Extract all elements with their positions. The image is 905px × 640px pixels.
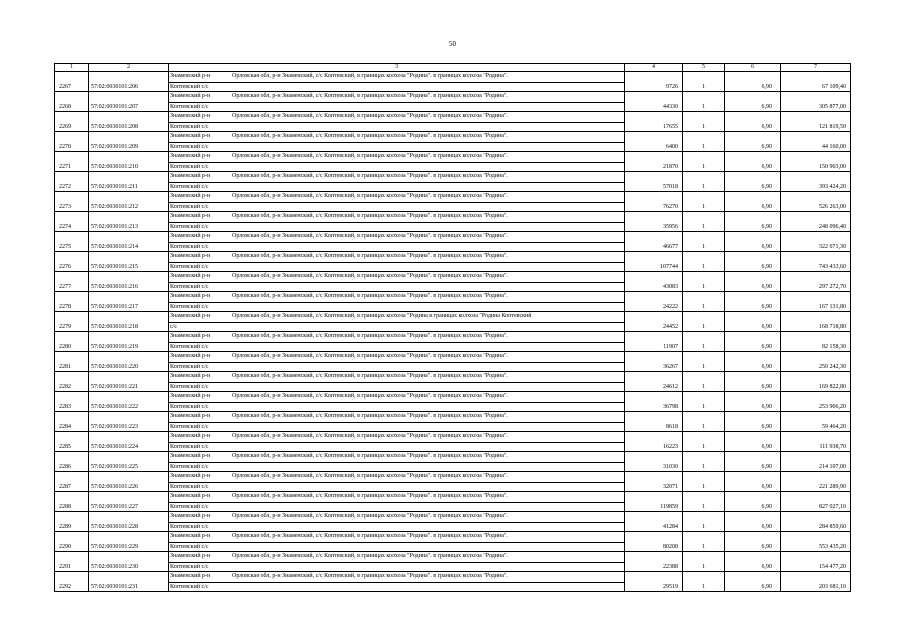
cadastral-number: 57:02:0030101:210 [89,152,169,172]
rate-value: 6,90 [725,312,781,332]
cadastral-number: 57:02:0030101:227 [89,492,169,512]
address-text: Орловская обл, р-н Знаменский, с/с Коптевский, в границах колхоза "Родина". в границах колхоза "Родина". [232,273,508,279]
table-row [55,572,851,592]
district-label: Знаменский р-н [170,113,211,119]
cost-value: 297 272,70 [781,272,851,292]
table-row [55,292,851,312]
council-label: Коптевский с/с [170,583,209,590]
cost-value: 393 424,20 [781,172,851,192]
column-header: 3 [169,64,625,72]
cost-value: 743 433,60 [781,252,851,272]
table-row [55,232,851,252]
row-number: 2271 [55,152,89,172]
row-number: 2288 [55,492,89,512]
district-label: Знаменский р-н [170,93,211,99]
count-value: 1 [683,352,725,372]
address-text: Орловская обл, р-н Знаменский, с/с Коптевский, в границах колхоза "Родина". в границах колхоза "Родина". [232,413,508,419]
district-label: Знаменский р-н [170,233,211,239]
address-text: Орловская обл, р-н Знаменский, с/с Коптевский, в границах колхоза "Родина". в границах колхоза "Родина". [232,293,508,299]
district-label: Знаменский р-н [170,373,211,379]
council-label: Коптевский с/с [170,303,209,310]
table-row [55,552,851,572]
area-value: 16223 [625,432,683,452]
address-text: Орловская обл, р-н Знаменский, с/с Коптевский, в границах колхоза "Родина". в границах колхоза "Родина". [232,393,508,399]
district-label: Знаменский р-н [170,173,211,179]
table-row [55,512,851,532]
cost-value: 250 242,30 [781,352,851,372]
row-number: 2280 [55,332,89,352]
cost-value: 167 131,80 [781,292,851,312]
council-label: с/с [170,323,177,330]
cost-value: 214 107,00 [781,452,851,472]
rate-value: 6,90 [725,72,781,92]
council-label: Коптевский с/с [170,423,209,430]
rate-value: 6,90 [725,112,781,132]
table-row [55,352,851,372]
row-number: 2290 [55,532,89,552]
rate-value: 6,90 [725,532,781,552]
location-description [169,492,625,512]
location-description [169,212,625,232]
cadastral-number: 57:02:0030101:213 [89,212,169,232]
district-label: Знаменский р-н [170,493,211,499]
cost-value: 44 160,00 [781,132,851,152]
count-value: 1 [683,252,725,272]
row-number: 2287 [55,472,89,492]
address-text: Орловская обл, р-н Знаменский, с/с Коптевский, в границах колхоза "Родина в границах колхоза "Родина Коптевский [232,313,532,319]
rate-value: 6,90 [725,412,781,432]
rate-value: 6,90 [725,512,781,532]
cadastral-number: 57:02:0030101:206 [89,72,169,92]
cost-value: 305 877,00 [781,92,851,112]
council-label: Коптевский с/с [170,183,209,190]
district-label: Знаменский р-н [170,353,211,359]
location-description [169,192,625,212]
location-description [169,572,625,592]
row-number: 2286 [55,452,89,472]
count-value: 1 [683,372,725,392]
district-label: Знаменский р-н [170,253,211,259]
table-row [55,92,851,112]
council-label: Коптевский с/с [170,503,209,510]
row-number: 2282 [55,372,89,392]
address-text: Орловская обл, р-н Знаменский, с/с Коптевский, в границах колхоза "Родина". в границах колхоза "Родина". [232,433,508,439]
rate-value: 6,90 [725,252,781,272]
rate-value: 6,90 [725,432,781,452]
table-row [55,192,851,212]
row-number: 2289 [55,512,89,532]
rate-value: 6,90 [725,272,781,292]
cadastral-number: 57:02:0030101:221 [89,372,169,392]
cadastral-number: 57:02:0030101:214 [89,232,169,252]
address-text: Орловская обл, р-н Знаменский, с/с Коптевский, в границах колхоза "Родина". в границах колхоза "Родина". [232,213,508,219]
cost-value: 203 681,10 [781,572,851,592]
location-description [169,472,625,492]
row-number: 2285 [55,432,89,452]
cadastral-number: 57:02:0030101:231 [89,572,169,592]
district-label: Знаменский р-н [170,393,211,399]
count-value: 1 [683,212,725,232]
cost-value: 553 435,20 [781,532,851,552]
cost-value: 59 464,20 [781,412,851,432]
address-text: Орловская обл, р-н Знаменский, с/с Коптевский, в границах колхоза "Родина". в границах колхоза "Родина". [232,553,508,559]
area-value: 76270 [625,192,683,212]
council-label: Коптевский с/с [170,263,209,270]
count-value: 1 [683,292,725,312]
rate-value: 6,90 [725,92,781,112]
area-value: 57018 [625,172,683,192]
area-value: 80208 [625,532,683,552]
count-value: 1 [683,572,725,592]
cost-value: 168 718,80 [781,312,851,332]
district-label: Знаменский р-н [170,293,211,299]
count-value: 1 [683,512,725,532]
address-text: Орловская обл, р-н Знаменский, с/с Коптевский, в границах колхоза "Родина". в границах колхоза "Родина". [232,253,508,259]
count-value: 1 [683,412,725,432]
row-number: 2277 [55,272,89,292]
address-text: Орловская обл, р-н Знаменский, с/с Коптевский, в границах колхоза "Родина". в границах колхоза "Родина". [232,453,508,459]
cost-value: 284 859,60 [781,512,851,532]
district-label: Знаменский р-н [170,473,211,479]
row-number: 2278 [55,292,89,312]
table-row [55,372,851,392]
address-text: Орловская обл, р-н Знаменский, с/с Коптевский, в границах колхоза "Родина". в границах колхоза "Родина". [232,373,508,379]
council-label: Коптевский с/с [170,243,209,250]
district-label: Знаменский р-н [170,513,211,519]
council-label: Коптевский с/с [170,443,209,450]
count-value: 1 [683,332,725,352]
rate-value: 6,90 [725,572,781,592]
council-label: Коптевский с/с [170,483,209,490]
cost-value: 526 263,00 [781,192,851,212]
location-description [169,92,625,112]
cadastral-number: 57:02:0030101:207 [89,92,169,112]
address-text: Орловская обл, р-н Знаменский, с/с Коптевский, в границах колхоза "Родина". в границах колхоза "Родина". [232,353,508,359]
location-description [169,452,625,472]
area-value: 29519 [625,572,683,592]
row-number: 2276 [55,252,89,272]
count-value: 1 [683,132,725,152]
area-value: 36798 [625,392,683,412]
council-label: Коптевский с/с [170,203,209,210]
cadastral-number: 57:02:0030101:211 [89,172,169,192]
count-value: 1 [683,152,725,172]
location-description [169,112,625,132]
table-row [55,212,851,232]
district-label: Знаменский р-н [170,333,211,339]
row-number: 2283 [55,392,89,412]
council-label: Коптевский с/с [170,543,209,550]
council-label: Коптевский с/с [170,523,209,530]
count-value: 1 [683,232,725,252]
address-text: Орловская обл, р-н Знаменский, с/с Коптевский, в границах колхоза "Родина". в границах колхоза "Родина". [232,193,508,199]
council-label: Коптевский с/с [170,83,209,90]
row-number: 2274 [55,212,89,232]
row-number: 2272 [55,172,89,192]
rate-value: 6,90 [725,492,781,512]
table-row [55,132,851,152]
location-description [169,512,625,532]
location-description [169,432,625,452]
rate-value: 6,90 [725,352,781,372]
count-value: 1 [683,312,725,332]
count-value: 1 [683,452,725,472]
count-value: 1 [683,192,725,212]
rate-value: 6,90 [725,392,781,412]
location-description [169,352,625,372]
cadastral-number: 57:02:0030101:219 [89,332,169,352]
area-value: 6400 [625,132,683,152]
location-description [169,232,625,252]
rate-value: 6,90 [725,452,781,472]
address-text: Орловская обл, р-н Знаменский, с/с Коптевский, в границах колхоза "Родина". в границах колхоза "Родина". [232,333,508,339]
cadastral-number: 57:02:0030101:226 [89,472,169,492]
count-value: 1 [683,552,725,572]
area-value: 21870 [625,152,683,172]
location-description [169,372,625,392]
page-number: 50 [449,40,456,48]
column-header: 4 [625,64,683,72]
area-value: 43083 [625,272,683,292]
count-value: 1 [683,392,725,412]
table-row [55,172,851,192]
council-label: Коптевский с/с [170,223,209,230]
rate-value: 6,90 [725,232,781,252]
cadastral-number: 57:02:0030101:220 [89,352,169,372]
council-label: Коптевский с/с [170,103,209,110]
area-value: 41284 [625,512,683,532]
table-row [55,452,851,472]
council-label: Коптевский с/с [170,143,209,150]
area-value: 36267 [625,352,683,372]
rate-value: 6,90 [725,172,781,192]
location-description [169,172,625,192]
area-value: 8618 [625,412,683,432]
address-text: Орловская обл, р-н Знаменский, с/с Коптевский, в границах колхоза "Родина". в границах колхоза "Родина". [232,573,508,579]
table-row [55,432,851,452]
land-parcels-table [54,63,851,592]
table-row [55,112,851,132]
count-value: 1 [683,72,725,92]
cost-value: 154 477,20 [781,552,851,572]
council-label: Коптевский с/с [170,163,209,170]
cost-value: 221 289,90 [781,472,851,492]
district-label: Знаменский р-н [170,313,211,319]
council-label: Коптевский с/с [170,363,209,370]
council-label: Коптевский с/с [170,403,209,410]
council-label: Коптевский с/с [170,123,209,130]
cadastral-number: 57:02:0030101:212 [89,192,169,212]
address-text: Орловская обл, р-н Знаменский, с/с Коптевский, в границах колхоза "Родина". в границах колхоза "Родина". [232,173,508,179]
area-value: 44330 [625,92,683,112]
cost-value: 248 096,40 [781,212,851,232]
district-label: Знаменский р-н [170,193,211,199]
location-description [169,532,625,552]
address-text: Орловская обл, р-н Знаменский, с/с Коптевский, в границах колхоза "Родина". в границах колхоза "Родина". [232,493,508,499]
cost-value: 253 906,20 [781,392,851,412]
location-description [169,552,625,572]
rate-value: 6,90 [725,192,781,212]
table-row [55,492,851,512]
table-row [55,152,851,172]
location-description [169,332,625,352]
location-description [169,292,625,312]
count-value: 1 [683,532,725,552]
cost-value: 67 109,40 [781,72,851,92]
row-number: 2291 [55,552,89,572]
count-value: 1 [683,492,725,512]
area-value: 119859 [625,492,683,512]
area-value: 22388 [625,552,683,572]
council-label: Коптевский с/с [170,283,209,290]
cadastral-number: 57:02:0030101:228 [89,512,169,532]
row-number: 2273 [55,192,89,212]
table-row [55,72,851,92]
row-number: 2268 [55,92,89,112]
row-number: 2269 [55,112,89,132]
table-row [55,312,851,332]
table-header-row [55,64,851,72]
area-value: 46677 [625,232,683,252]
cadastral-number: 57:02:0030101:215 [89,252,169,272]
address-text: Орловская обл, р-н Знаменский, с/с Коптевский, в границах колхоза "Родина". в границах колхоза "Родина". [232,233,508,239]
district-label: Знаменский р-н [170,573,211,579]
council-label: Коптевский с/с [170,563,209,570]
cost-value: 150 903,00 [781,152,851,172]
area-value: 17655 [625,112,683,132]
cadastral-number: 57:02:0030101:217 [89,292,169,312]
address-text: Орловская обл, р-н Знаменский, с/с Коптевский, в границах колхоза "Родина". в границах колхоза "Родина". [232,113,508,119]
cadastral-number: 57:02:0030101:222 [89,392,169,412]
table-row [55,532,851,552]
area-value: 11907 [625,332,683,352]
count-value: 1 [683,472,725,492]
row-number: 2281 [55,352,89,372]
cadastral-number: 57:02:0030101:223 [89,412,169,432]
row-number: 2284 [55,412,89,432]
location-description [169,392,625,412]
count-value: 1 [683,432,725,452]
rate-value: 6,90 [725,152,781,172]
council-label: Коптевский с/с [170,383,209,390]
cadastral-number: 57:02:0030101:224 [89,432,169,452]
column-header: 7 [781,64,851,72]
cadastral-number: 57:02:0030101:218 [89,312,169,332]
table-row [55,472,851,492]
address-text: Орловская обл, р-н Знаменский, с/с Коптевский, в границах колхоза "Родина". в границах колхоза "Родина". [232,93,508,99]
location-description [169,312,625,332]
district-label: Знаменский р-н [170,153,211,159]
count-value: 1 [683,92,725,112]
cost-value: 121 819,50 [781,112,851,132]
cadastral-number: 57:02:0030101:209 [89,132,169,152]
address-text: Орловская обл, р-н Знаменский, с/с Коптевский, в границах колхоза "Родина". в границах колхоза "Родина". [232,133,508,139]
area-value: 24452 [625,312,683,332]
row-number: 2279 [55,312,89,332]
location-description [169,132,625,152]
table-row [55,272,851,292]
district-label: Знаменский р-н [170,553,211,559]
column-header: 6 [725,64,781,72]
count-value: 1 [683,112,725,132]
table-row [55,252,851,272]
location-description [169,152,625,172]
column-header: 2 [89,64,169,72]
area-value: 35956 [625,212,683,232]
rate-value: 6,90 [725,212,781,232]
address-text: Орловская обл, р-н Знаменский, с/с Коптевский, в границах колхоза "Родина". в границах колхоза "Родина". [232,513,508,519]
count-value: 1 [683,172,725,192]
area-value: 24612 [625,372,683,392]
table-row [55,392,851,412]
cadastral-number: 57:02:0030101:225 [89,452,169,472]
cadastral-number: 57:02:0030101:230 [89,552,169,572]
cost-value: 82 158,30 [781,332,851,352]
row-number: 2292 [55,572,89,592]
address-text: Орловская обл, р-н Знаменский, с/с Коптевский, в границах колхоза "Родина". в границах колхоза "Родина". [232,473,508,479]
area-value: 24222 [625,292,683,312]
council-label: Коптевский с/с [170,463,209,470]
row-number: 2270 [55,132,89,152]
area-value: 107744 [625,252,683,272]
district-label: Знаменский р-н [170,213,211,219]
district-label: Знаменский р-н [170,433,211,439]
rate-value: 6,90 [725,472,781,492]
rate-value: 6,90 [725,372,781,392]
address-text: Орловская обл, р-н Знаменский, с/с Коптевский, в границах колхоза "Родина". в границах колхоза "Родина". [232,533,508,539]
district-label: Знаменский р-н [170,73,211,79]
table-row [55,412,851,432]
column-header: 1 [55,64,89,72]
district-label: Знаменский р-н [170,533,211,539]
rate-value: 6,90 [725,332,781,352]
column-header: 5 [683,64,725,72]
location-description [169,252,625,272]
rate-value: 6,90 [725,552,781,572]
cost-value: 322 071,30 [781,232,851,252]
rate-value: 6,90 [725,132,781,152]
cost-value: 169 822,80 [781,372,851,392]
cadastral-number: 57:02:0030101:208 [89,112,169,132]
district-label: Знаменский р-н [170,133,211,139]
address-text: Орловская обл, р-н Знаменский, с/с Коптевский, в границах колхоза "Родина". в границах колхоза "Родина". [232,73,508,79]
cadastral-number: 57:02:0030101:229 [89,532,169,552]
area-value: 32071 [625,472,683,492]
area-value: 9726 [625,72,683,92]
location-description [169,412,625,432]
district-label: Знаменский р-н [170,413,211,419]
district-label: Знаменский р-н [170,453,211,459]
cadastral-number: 57:02:0030101:216 [89,272,169,292]
rate-value: 6,90 [725,292,781,312]
location-description [169,272,625,292]
address-text: Орловская обл, р-н Знаменский, с/с Коптевский, в границах колхоза "Родина". в границах колхоза "Родина". [232,153,508,159]
cost-value: 111 938,70 [781,432,851,452]
cost-value: 827 027,10 [781,492,851,512]
location-description [169,72,625,92]
table-row [55,332,851,352]
row-number: 2267 [55,72,89,92]
district-label: Знаменский р-н [170,273,211,279]
council-label: Коптевский с/с [170,343,209,350]
area-value: 31030 [625,452,683,472]
row-number: 2275 [55,232,89,252]
count-value: 1 [683,272,725,292]
